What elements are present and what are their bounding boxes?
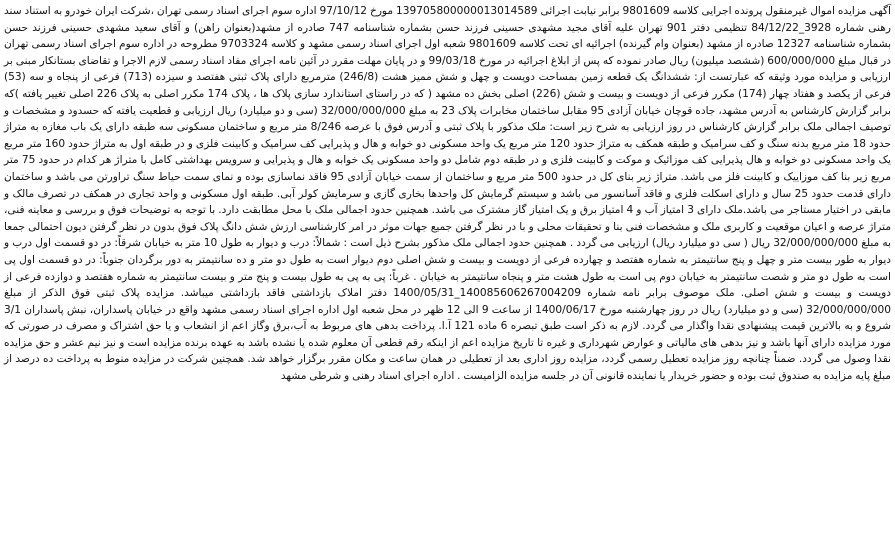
auction-notice-text: آگهی مزایده اموال غیرمنقول پرونده اجرایی کلاسه 9801609 برابر نیابت اجرائی 139705800000013014589 مورخ 97/10/12 اداره سوم اجرای اسناد رسمی تهران ،شرکت ایران خودرو به استناد سند رهنی شماره 3928_84/12/22 تنظیمی دفتر 901 تهران علیه آقای مجید مشهدی حسینی فرزند حسن بشماره شناسنامه 747 صادره از مشهد(بعنوان راهن) و آقای سعید مشهدی حسینی فرزند حسن بشماره شناسنامه 12327 صادره از مشهد (بعنوان وام گیرنده) اجرائیه ای تحت کلاسه 9801609 شعبه اول اجرای اسناد رسمی مشهد و کلاسه 9703324 مطروحه در اداره سوم اجرای اسناد رسمی تهران در قبال مبلغ 600/000/000 (ششصد میلیون) ریال صادر نموده که پس از ابلاغ اجرائیه در مورخ 99/03/18 و در پایان مهلت مقرر در آئین نامه اجرای مفاد اسناد رسمی لازم الاجرا و تقاضای بستانکار مبنی بر ارزیابی و مزایده مورد وثیقه که عبارتست از: ششدانگ یک قطعه زمین بمساحت دویست و چهل و شش ممیز هشت (246/8) مترمربع دارای پلاک ثبتی هفتصد و سیزده (713) فرعی از پنجاه و سه (53) فرعی از یکصد و هفتاد چهار (174) مکرر فرعی از دویست و بیست و شش (226) اصلی بخش ده مشهد ( که در راستای استاندارد سازی پلاک ها ، پلاک 174 مکرر اصلی به پلاک 226 اصلی تغییر یافته )که برابر گزارش کارشناس به آدرس مشهد، جاده قوچان خیابان آزادی 95 مقابل ساختمان مخابرات پلاک 23 به مبلغ 32/000/000/000 (سی و دو میلیارد) ریال ارزیابی و قطعیت یافته که حسدود و مشخصات و توصیف اجمالی ملک برابر گزارش کارشناس در روز ارزیابی به شرح زیر است: ملک مذکور با پلاک ثبتی و آدرس فوق با عرصه 8/246 متر مربع و ساختمان مسکونی سه طبقه دارای یک باب مغازه به متراژ حدود 18 متر مربع بدنه سنگ و کف سرامیک و طبقه همکف به متراژ حدود 120 متر مربع یک واحد مسکونی دو خوابه و هال و پذیرایی کف سرامیک و کابینت فلزی و در طبقه اول به متراژ حدود 160 متر مربع یک واحد مسکونی دو خوابه و هال پذیرایی کف موزائیک و موکت و کابینت فلزی و در طبقه دوم شامل دو واحد مسکونی یک خوابه و هال و پذیرایی و سرویس بهداشتی کامل با متراژ هر کدام در حدود 75 متر مربع زیر بنا کف موزاییک و کابینت فلز می باشد. متراژ زیر بنای کل در حدود 500 متر مربع و ساختمان از سمت خیابان آزادی 95 فاقد نماسازی بوده و نمای سمت حیاط سنگ تراورتن می باشد و ساختمان دارای قدمت حدود 25 سال و دارای اسکلت فلزی و فاقد آسانسور می باشد و سیستم گرمایش کل واحدها بخاری گازی و سرمایش کولر آبی. طبقه اول مسکونی و واحد تجاری در همکف در تصرف مالک و مابقی در اختیار مستاجر می باشد.ملک دارای 3 امتیاز آب و 4 امتیاز برق و یک امتیاز گاز مشترک می باشد. همچنین حدود اجمالی ملک با محل مطابقت دارد. با توجه به توضیحات فوق و بررسی و معاینه فنی، متراژ عرصه و اعیان موقعیت و کاربری ملک و مشخصات فنی بنا و تحقیقات محلی و با در نظر گرفتن جمیع جهات موثر در امر کارشناسی ارزش شش دانگ پلاک فوق بدون در نظر گرفتن دیون احتمالی جمعا به مبلغ 32/000/000/000 ریال ( سی دو میلیارد ریال) ارزیابی می گردد . همچنین حدود اجمالی ملک مذکور بشرح ذیل است : شمالاً: درب و دیوار به طول 10 متر به خیابان شرقاً: در دو قسمت اول درب و دیوار به طور بیست متر و چهل و پنج سانتیمتر به شماره هفتصد و چهارده فرعی از دویست و بیست و شش اصلی دوم دیوار است به طول دو متر و ده سانتیمتر به دور برگردان جنوباً: در دو قسمت اول پی است به طول دو متر و شصت سانتیمتر به خیابان دوم پی است به طول هشت متر و پنجاه سانتیمتر به خیابان . غرباً: پی به پی به طول بیست و پنج متر و بیست سانتیمتر به شماره هفتصد و دوازده فرعی از دویست و بیست و شش اصلی. ملک موصوف برابر نامه شماره 140085606267004209_1400/05/31 دفتر املاک بازداشتی فاقد بازداشتی میباشد. مزایده پلاک ثبتی فوق الذکر از مبلغ 32/000/000/000 (سی و دو میلیارد) ریال در روز چهارشنبه مورخ 1400/06/17 از ساعت 9 الی 12 ظهر در محل شعبه اول اداره اجرای اسناد رسمی مشهد واقع در خیابان پاسداران، نبش پاسداران 3/1 شروع و به بالاترین قیمت پیشنهادی نقدا واگذار می گردد. لازم به ذکر است طبق تبصره 6 ماده 121 آ.ا. پرداخت بدهی های مربوط به آب،برق وگاز اعم از انشعاب و یا حق اشتراک و مصرف در صورتی که مورد مزایده دارای آنها باشد و نیز بدهی های مالیاتی و عوارض شهرداری و غیره تا تاریخ مزایده اعم از اینکه رقم قطعی آن معلوم شده یا نشده باشد به عهده برنده مزایده است و نیز نیم عشر و حق مزایده نقدا وصول می گردد. ضمناً چنانچه روز مزایده تعطیل رسمی گردد، مزایده روز اداری بعد از تعطیلی در همان ساعت و مکان مقرر برگزار خواهد شد. همچنین شرکت در مزایده منوط به پرداخت ده درصد از مبلغ پایه مزایده به صندوق ثبت بوده و حضور خریدار یا نماینده قانونی آن در جلسه مزایده الزامیست . اداره اجرای اسناد رهنی و شرطی مشهد	[4, 5, 892, 383]
